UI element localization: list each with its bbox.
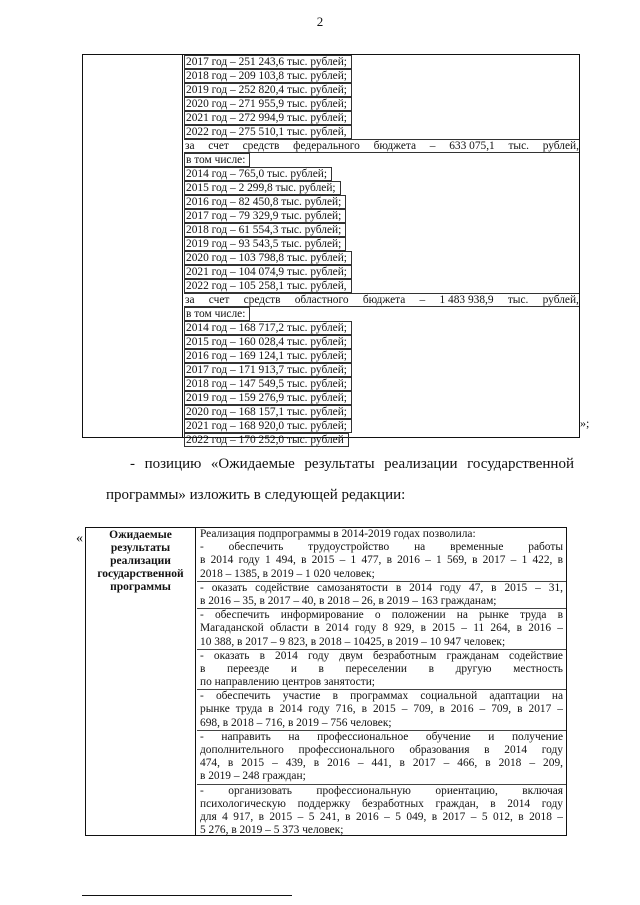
federal-year-line: 2015 год – 2 299,8 тыс. рублей;	[184, 181, 341, 195]
federal-year-line: 2021 год – 104 074,9 тыс. рублей;	[184, 265, 352, 279]
regional-including-label: в том числе:	[184, 307, 250, 321]
regional-budget-heading	[184, 293, 579, 307]
results-table-label	[86, 529, 195, 594]
results-label-line: Ожидаемые	[109, 529, 172, 541]
result-text-line: 698, в 2018 – 716, в 2019 – 756 человек;	[200, 716, 392, 729]
heading-word: счет	[208, 294, 230, 306]
result-text-line: - организовать профессиональную ориентацию, включая	[197, 784, 566, 798]
results-table	[85, 527, 567, 836]
regional-year-line: 2016 год – 169 124,1 тыс. рублей;	[184, 349, 352, 363]
regional-year-line: 2022 год – 170 252,0 тыс. рублей	[184, 433, 349, 447]
results-label-line: результаты	[110, 542, 171, 554]
results-label-line: реализации	[110, 555, 171, 567]
heading-word: –	[429, 140, 436, 152]
budget-year-line: 2017 год – 251 243,6 тыс. рублей;	[184, 55, 352, 69]
heading-word: областного	[294, 294, 349, 306]
regional-year-line: 2019 год – 159 276,9 тыс. рублей;	[184, 391, 352, 405]
heading-word: рублей,	[542, 294, 579, 306]
federal-year-line: 2014 год – 765,0 тыс. рублей;	[184, 167, 332, 181]
budget-year-line: 2020 год – 271 955,9 тыс. рублей;	[184, 97, 352, 111]
result-text-line: дополнительного профессионального образования в 2014 году	[200, 744, 563, 756]
result-text-line: - оказать содействие самозанятости в 2014 году 47, в 2015 – 31,	[197, 581, 566, 595]
instruction-line-1: - позицию «Ожидаемые результаты реализации государственной	[130, 456, 574, 472]
regional-year-line: 2018 год – 147 549,5 тыс. рублей;	[184, 377, 352, 391]
heading-word: бюджета	[362, 294, 406, 306]
result-text-line: - оказать в 2014 году двум безработным гражданам содействие	[197, 649, 566, 663]
footer-rule	[82, 895, 292, 896]
result-text-line: - обеспечить информирование о положении на рынке труда в	[197, 608, 566, 622]
heading-word: федерального	[293, 140, 360, 152]
result-text-line: рынке труда в 2014 году 716, в 2015 – 709, в 2016 – 709, в 2017 –	[200, 703, 563, 716]
result-text-line: 5 276, в 2019 – 5 373 человек;	[200, 824, 344, 837]
budget-year-line: 2019 год – 252 820,4 тыс. рублей;	[184, 83, 352, 97]
result-text-line: для 4 917, в 2015 – 5 241, в 2016 – 5 049, в 2017 – 5 012, в 2018 –	[200, 810, 563, 823]
federal-year-line: 2019 год – 93 543,5 тыс. рублей;	[184, 237, 346, 251]
result-text-line: в 2014 году 1 494, в 2015 – 1 477, в 2016 – 1 569, в 2017 – 1 422, в	[200, 554, 563, 567]
heading-word: 633 075,1	[449, 140, 495, 152]
regional-year-line: 2020 год – 168 157,1 тыс. рублей;	[184, 405, 352, 419]
opening-quote: «	[76, 531, 83, 546]
regional-year-line: 2015 год – 160 028,4 тыс. рублей;	[184, 335, 352, 349]
federal-including-label: в том числе:	[184, 153, 250, 167]
federal-year-line: 2017 год – 79 329,9 тыс. рублей;	[184, 209, 346, 223]
budget-year-line: 2022 год – 275 510,1 тыс. рублей,	[184, 125, 352, 139]
heading-word: тыс.	[508, 140, 529, 152]
results-table-content	[197, 528, 566, 837]
budget-table-label-cell	[83, 55, 183, 437]
result-text-line: Реализация подпрограммы в 2014-2019 годах позволила:	[200, 528, 476, 540]
federal-year-line: 2022 год – 105 258,1 тыс. рублей,	[184, 279, 352, 293]
heading-word: средств	[242, 140, 280, 152]
results-label-line: программы	[110, 581, 171, 593]
result-text-line: - направить на профессиональное обучение и получение	[197, 730, 566, 744]
budget-table-content	[184, 55, 580, 447]
regional-year-line: 2014 год – 168 717,2 тыс. рублей;	[184, 321, 352, 335]
heading-word: –	[419, 294, 426, 306]
result-text-line: - обеспечить трудоустройство на временные работы	[200, 541, 563, 554]
heading-word: тыс.	[507, 294, 529, 306]
heading-word: 1 483 938,9	[439, 294, 494, 306]
result-text-line: 2018 – 1385, в 2019 – 1 020 человек;	[200, 567, 375, 580]
heading-word: средств	[243, 294, 281, 306]
result-text-line: психологическую поддержку безработных граждан, в 2014 году	[200, 797, 563, 810]
result-text-line: 10 388, в 2017 – 9 823, в 2018 – 10425, в 2019 – 10 947 человек;	[200, 635, 506, 648]
result-text-line: - обеспечить участие в программах социальной адаптации на	[197, 689, 566, 703]
result-text-line: в переезде и в переселении в другую местность	[200, 662, 563, 675]
heading-word: счет	[208, 140, 229, 152]
budget-year-line: 2021 год – 272 994,9 тыс. рублей;	[184, 111, 352, 125]
federal-year-line: 2018 год – 61 554,3 тыс. рублей;	[184, 223, 346, 237]
closing-quote: »;	[580, 416, 590, 430]
results-table-label-cell	[86, 528, 196, 835]
regional-year-line: 2017 год – 171 913,7 тыс. рублей;	[184, 363, 352, 377]
results-label-line: государственной	[97, 568, 184, 580]
heading-word: рублей,	[542, 140, 579, 152]
result-text-line: Магаданской области в 2014 году 8 929, в 2015 – 11 264, в 2016 –	[200, 622, 563, 635]
federal-year-line: 2020 год – 103 798,8 тыс. рублей;	[184, 251, 352, 265]
federal-budget-heading	[184, 139, 579, 153]
budget-table	[82, 54, 580, 446]
result-text-line: в 2019 – 248 граждан;	[200, 770, 306, 783]
page-number: 2	[316, 14, 324, 29]
heading-word: за	[185, 140, 195, 152]
federal-year-line: 2016 год – 82 450,8 тыс. рублей;	[184, 195, 346, 209]
result-text-line: 474, в 2015 – 439, в 2016 – 441, в 2017 – 466, в 2018 – 209,	[200, 757, 563, 770]
budget-year-line: 2018 год – 209 103,8 тыс. рублей;	[184, 69, 352, 83]
heading-word: за	[185, 294, 195, 306]
result-text-line: в 2016 – 35, в 2017 – 40, в 2018 – 26, в 2019 – 163 гражданам;	[200, 594, 497, 607]
result-text-line: по направлению центров занятости;	[200, 676, 375, 689]
heading-word: бюджета	[373, 140, 417, 152]
regional-year-line: 2021 год – 168 920,0 тыс. рублей;	[184, 419, 352, 433]
instruction-line-2: программы» изложить в следующей редакции:	[106, 487, 406, 503]
